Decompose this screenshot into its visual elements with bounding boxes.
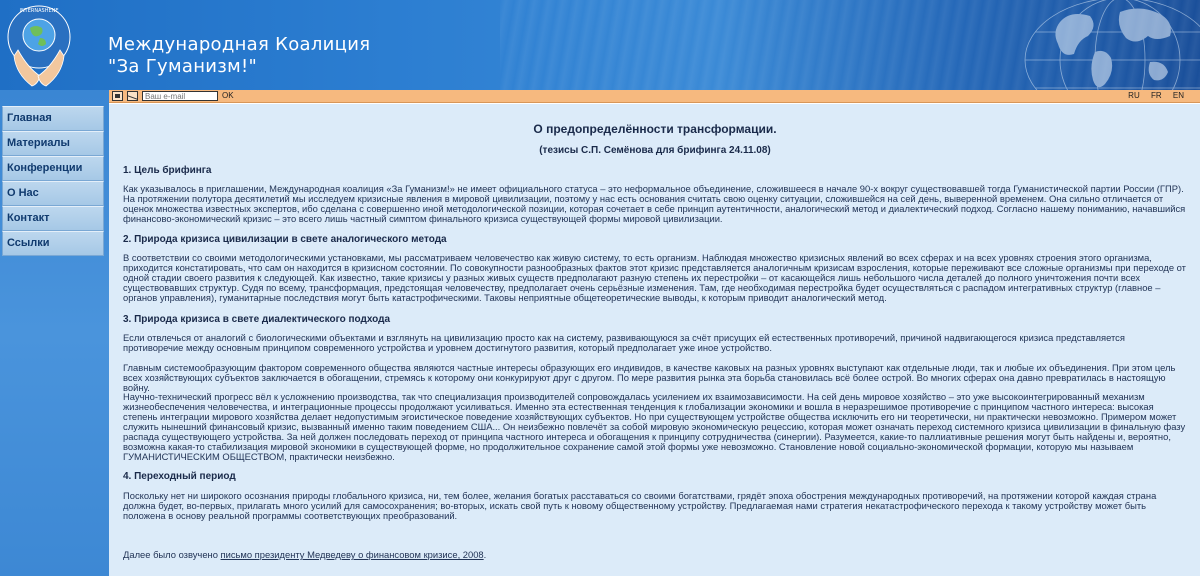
section-paragraph: Главным системообразующим фактором современного общества являются частные интересы образующих его индивидов, в качестве каковых на разных уровнях выступают как отдельные люди, так и любые их объединения. При этом цель всех хозяйствующих субъектов заключается в обогащении, стремясь к которому они конкурируют друг с другом. По мере развития рынка эта борьба становилась всё более острой. Во многих сферах она давно превратилась в настоящую войну. [123,362,1176,393]
main-content [109,104,1200,576]
nav-item-conferences[interactable]: Конференции [2,156,104,181]
nav-item-about[interactable]: О Нас [2,181,104,206]
lang-en-link[interactable]: EN [1172,91,1184,100]
article-subtitle: (тезисы С.П. Семёнова для брифинга 24.11.08) [539,145,771,156]
mail-icon[interactable] [127,91,138,101]
lang-fr-link[interactable]: FR [1150,91,1162,100]
footer-suffix: . [483,549,487,560]
nav-item-home[interactable]: Главная [2,106,104,131]
footer-prefix: Далее было озвучено [123,549,221,560]
section-heading: 3. Природа кризиса в свете диалектического подхода [123,314,391,325]
section-heading: 4. Переходный период [123,471,236,482]
section-paragraph: В соответствии со своими методологическими установками, мы рассматриваем человечество как живую систему, то есть организм. Наблюдая множество кризисных явлений во всех сферах и на всех уровнях строения этого организма, приходится констатировать, что сам он находится в кризисном состоянии. По совокупности разнообразных фактов этот кризис представляется аналогичным кризисам взросления, которые переживают все сложные организмы при переходе от одной стадии своего развития к следующей. Как известно, такие кризисы у разных живых существ предполагают разную степень их перестройки – от касающейся лишь небольшого числа деталей до полного уничтожения почти всех существовавших структур. Судя по всему, трансформация, предстоящая человечеству, предполагает очень серьёзные изменения. Там, где необходимая перестройка будет осуществляться с распадом интегративных структур (главное – органов управления), гуманитарные последствия могут быть катастрофическими. Таковы неприятные общетеоретические выводы, к которым приводит аналогический метод. [123,252,1186,303]
section-paragraph: Научно-технический прогресс вёл к усложнению производства, так что специализация производителей сопровождалась усилением их взаимозависимости. На сей день мировое хозяйство – это уже высокоинтегрированный механизм жизнеобеспечения человечества, и интеграционные процессы продолжают усиливаться. Именно эта естественная тенденция к глобализации экономики и вошла в неразрешимое противоречие с принципом частного интереса: высокая степень интеграции мирового хозяйства делает недопустимым эгоистическое поведение хозяйствующих субъектов. Но при существующем устройстве общества исключить его ни теоретически, ни практически невозможно. Примером может служить нынешний финансовый кризис, вызванный именно таким поведением США... Он неизбежно повлечёт за собой мировую экономическую рецессию, которая может означать переход системного кризиса цивилизации в финальную фазу распада существующего устройства. За ней должен последовать переход от принципа частного интереса и обогащения к принципу сотрудничества (синергии). Разумеется, какие-то паллиативные решения могут быть найдены и, вероятно, возможна какая-то стабилизация мировой экономики в существующей форме, но продолжительное сохранение самой этой формы уже невозможно. Становление новой социально-экономической формации, которую мы называем ГУМАНИСТИЧЕСКИМ ОБЩЕСТВОМ, практически неизбежно. [123,391,1186,462]
section-heading: 2. Природа кризиса цивилизации в свете аналогического метода [123,234,447,245]
section-paragraph: Если отвлечься от аналогий с биологическими объектами и взглянуть на цивилизацию просто как на систему, развивающуюся за счёт присущих ей естественных противоречий, причиной надвигающегося кризиса представляется противоречие между основным принципом современного устройства и уровнем достигнутого развития, который предполагает уже иное устройство. [123,332,1125,353]
sidebar-nav [2,106,104,256]
nav-item-links[interactable]: Ссылки [2,231,104,256]
org-title [108,34,370,78]
email-field[interactable] [142,91,218,101]
svg-text:INTERNASHENE: INTERNASHENE [19,8,59,14]
toolbar [109,90,1200,103]
ok-button[interactable]: OK [222,91,234,100]
letter-link[interactable]: письмо президенту Медведеву о финансовом кризисе, 2008 [220,549,484,560]
section-paragraph: Поскольку нет ни широкого осознания природы глобального кризиса, ни, тем более, желания богатых расставаться со своими богатствами, грядёт эпоха обострения международных противоречий, на протяжении которой каждая страна должна будет, во-первых, прилагать много усилий для самосохранения; во-вторых, искать свой путь к новому общественному устройству. Предлагаемая нами стратегия некатастрофического перехода к такому устройству может быть положена в основу реальной программы соответствующих преобразований. [123,490,1157,521]
org-name-line2: "За Гуманизм!" [108,56,258,77]
nav-item-materials[interactable]: Материалы [2,131,104,156]
world-map-globe-icon [1000,0,1200,90]
language-switcher [1119,90,1184,102]
coalition-logo[interactable] [4,2,74,88]
lang-ru-link[interactable]: RU [1128,91,1140,100]
home-icon[interactable] [112,91,123,101]
article-title: О предопределённости трансформации. [533,122,777,136]
section-paragraph: Как указывалось в приглашении, Международная коалиция «За Гуманизм!» не имеет официального статуса – это неформальное объединение, сложившееся в начале 90-х вокруг существовавшей тогда Гуманистической партии России (ГПР). На протяжении полутора десятилетий мы исследуем кризисные явления в мировой цивилизации, поэтому у нас есть основания считать свою оценку ситуации, сложившейся на сей день, выверенной временем. Она сильно отличается от оценок множества известных экспертов, ибо сделана с совершенно иной методологической позиции, которая сочетает в себе принцип аутентичности, аналогический метод и диалектический подход. Согласно нашему пониманию, начавшийся финансово-экономический кризис – это всего лишь частный симптом финального кризиса существующей формы мировой цивилизации. [123,183,1186,224]
section-heading: 1. Цель брифинга [123,165,212,176]
nav-item-contact[interactable]: Контакт [2,206,104,231]
footer-note [123,550,1187,560]
header-banner [0,0,1200,90]
org-name-line1: Международная Коалиция [108,34,371,55]
